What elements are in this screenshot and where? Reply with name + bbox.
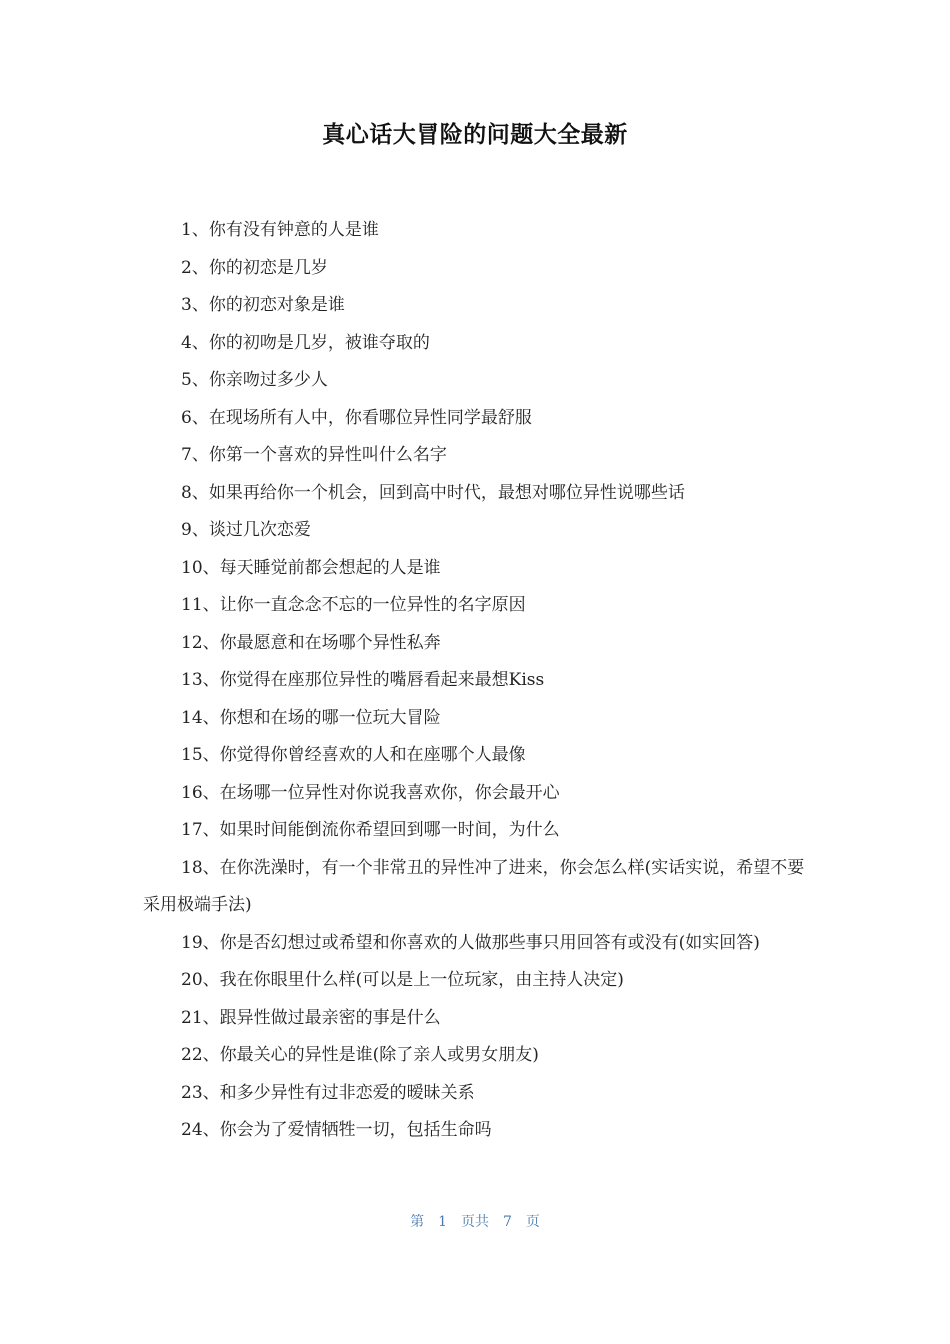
question-item: 15、你觉得你曾经喜欢的人和在座哪个人最像: [181, 745, 526, 765]
question-list: [143, 212, 807, 1150]
question-item: 22、你最关心的异性是谁(除了亲人或男女朋友): [181, 1045, 539, 1065]
question-item: 14、你想和在场的哪一位玩大冒险: [181, 707, 441, 728]
page-footer: [0, 1211, 950, 1231]
question-item: 4、你的初吻是几岁，被谁夺取的: [181, 332, 430, 353]
question-item: 17、如果时间能倒流你希望回到哪一时间，为什么: [181, 820, 560, 840]
question-item: 23、和多少异性有过非恋爱的暧昧关系: [181, 1082, 475, 1103]
question-item: 7、你第一个喜欢的异性叫什么名字: [181, 445, 447, 465]
question-item: 1、你有没有钟意的人是谁: [181, 220, 379, 240]
question-item: 11、让你一直念念不忘的一位异性的名字原因: [181, 595, 526, 615]
footer-middle: 页共: [461, 1214, 489, 1230]
footer-prefix: 第: [410, 1214, 425, 1230]
question-item: 13、你觉得在座那位异性的嘴唇看起来最想Kiss: [181, 670, 545, 690]
question-item: 21、跟异性做过最亲密的事是什么: [181, 1007, 441, 1028]
footer-current-page: 1: [438, 1214, 447, 1230]
document-title: 真心话大冒险的问题大全最新: [322, 122, 628, 148]
question-item: 9、谈过几次恋爱: [181, 520, 311, 540]
question-item: 16、在场哪一位异性对你说我喜欢你，你会最开心: [181, 782, 560, 803]
question-item: 8、如果再给你一个机会，回到高中时代，最想对哪位异性说哪些话: [181, 482, 685, 503]
question-item: 6、在现场所有人中，你看哪位异性同学最舒服: [181, 407, 532, 428]
question-item: 19、你是否幻想过或希望和你喜欢的人做那些事只用回答有或没有(如实回答): [181, 932, 760, 953]
question-item: 2、你的初恋是几岁: [181, 257, 328, 278]
question-item: 24、你会为了爱情牺牲一切，包括生命吗: [181, 1120, 492, 1140]
question-item: 10、每天睡觉前都会想起的人是谁: [181, 557, 441, 578]
question-item: 18、在你洗澡时，有一个非常丑的异性冲了进来，你会怎么样(实话实说，希望不要采用极端手法): [143, 857, 805, 915]
question-item: 20、我在你眼里什么样(可以是上一位玩家，由主持人决定): [181, 970, 624, 990]
question-item: 12、你最愿意和在场哪个异性私奔: [181, 632, 441, 653]
footer-total-pages: 7: [503, 1214, 512, 1230]
question-item: 5、你亲吻过多少人: [181, 370, 328, 390]
footer-suffix: 页: [525, 1214, 540, 1230]
question-item: 3、你的初恋对象是谁: [181, 295, 345, 315]
